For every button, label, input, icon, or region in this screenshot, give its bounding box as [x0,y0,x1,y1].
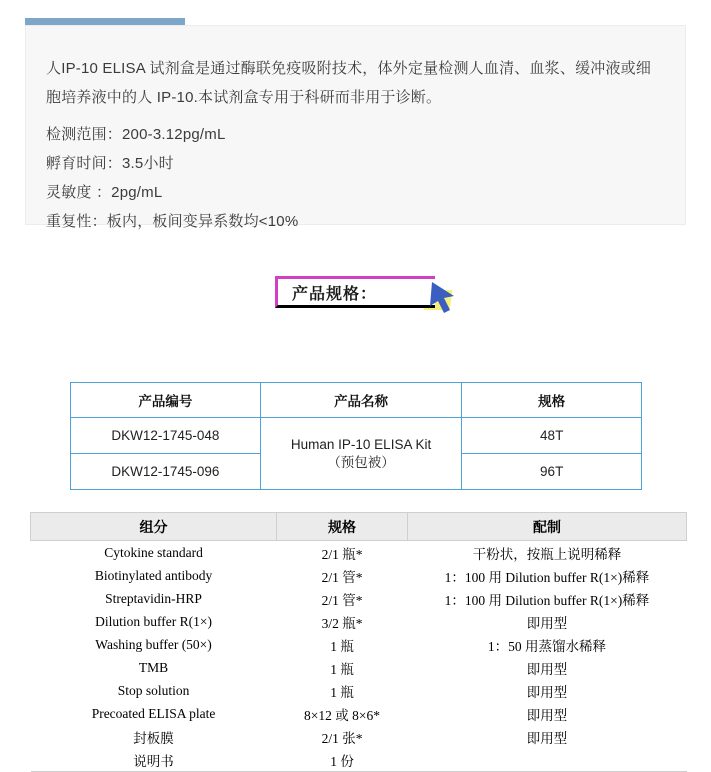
header-component: 组分 [31,513,277,541]
cell-spec: 8×12 或 8×6* [304,707,380,723]
cell-component: Dilution buffer R(1×) [95,613,212,629]
repeatability-text: 重复性：板内，板间变异系数均<10% [46,213,299,230]
section-title: 产品规格： [292,286,378,303]
cell-component: Stop solution [117,682,190,698]
cell-preparation: 即用型 [526,615,568,631]
cell-component: Biotinylated antibody [94,567,213,583]
cell-product-code: DKW12-1745-048 [71,418,261,454]
incubation-time-text: 孵育时间：3.5小时 [46,155,174,172]
table-row [31,541,687,565]
header-product-code: 产品编号 [71,383,261,418]
cell-component: Cytokine standard [104,544,203,560]
components-header-row [31,513,687,541]
cell-preparation: 1：50 用蒸馏水稀释 [487,638,607,654]
cell-component: 封板膜 [133,730,174,746]
product-name-text: Human IP-10 ELISA Kit [290,436,432,452]
table-row [31,656,687,679]
cell-preparation: 即用型 [526,661,568,677]
table-header-row [71,383,642,418]
cell-product-spec: 96T [462,454,642,490]
cell-product-spec: 48T [462,418,642,454]
cell-spec: 2/1 张* [321,730,363,746]
cell-component: TMB [138,659,169,675]
description-paragraph: 人IP-10 ELISA 试剂盒是通过酶联免疫吸附技术，体外定量检测人血清、血浆、缓冲液或细胞培养液中的人 IP-10.本试剂盒专用于科研而非用于诊断。 [46,60,652,106]
table-row [31,725,687,748]
header-spec: 规格 [277,513,408,541]
table-row [31,702,687,725]
cell-preparation: 1：100 用 Dilution buffer R(1×)稀释 [444,592,650,608]
table-row [71,418,642,454]
table-row [31,633,687,656]
cell-spec: 3/2 瓶* [321,615,363,631]
header-product-spec: 规格 [462,383,642,418]
header-product-name: 产品名称 [260,383,462,418]
cell-component: Streptavidin-HRP [105,590,202,606]
cell-spec: 1 份 [277,748,408,772]
cell-spec: 2/1 管* [321,569,363,585]
cell-component: Precoated ELISA plate [91,705,216,721]
cell-spec: 2/1 瓶* [321,546,363,562]
cell-spec: 1 瓶 [330,661,354,677]
cell-preparation: 即用型 [526,684,568,700]
top-accent-bar [25,18,185,25]
cell-preparation: 1：100 用 Dilution buffer R(1×)稀释 [444,569,650,585]
product-spec-table [70,382,642,490]
detection-range-text: 检测范围：200-3.12pg/mL [46,126,226,143]
cell-spec: 1 瓶 [330,638,354,654]
section-heading [270,270,470,320]
header-preparation: 配制 [407,513,686,541]
product-name-sub-text: （预包被） [327,454,395,470]
table-row [31,610,687,633]
table-row [31,564,687,587]
cell-product-code: DKW12-1745-096 [71,454,261,490]
cell-product-name [260,418,462,490]
cell-component: Washing buffer (50×) [95,636,212,652]
table-row [31,748,687,772]
cell-spec: 2/1 管* [321,592,363,608]
sensitivity-text: 灵敏度 ：2pg/mL [46,184,163,201]
cell-spec: 1 瓶 [330,684,354,700]
cell-preparation [407,748,686,772]
product-description-panel [25,25,686,230]
cell-preparation: 干粉状，按瓶上说明稀释 [472,546,622,562]
cell-component: 说明书 [31,748,277,772]
cell-preparation: 即用型 [526,730,568,746]
table-row [31,587,687,610]
cell-preparation: 即用型 [526,707,568,723]
table-row [31,679,687,702]
components-table [30,512,687,772]
